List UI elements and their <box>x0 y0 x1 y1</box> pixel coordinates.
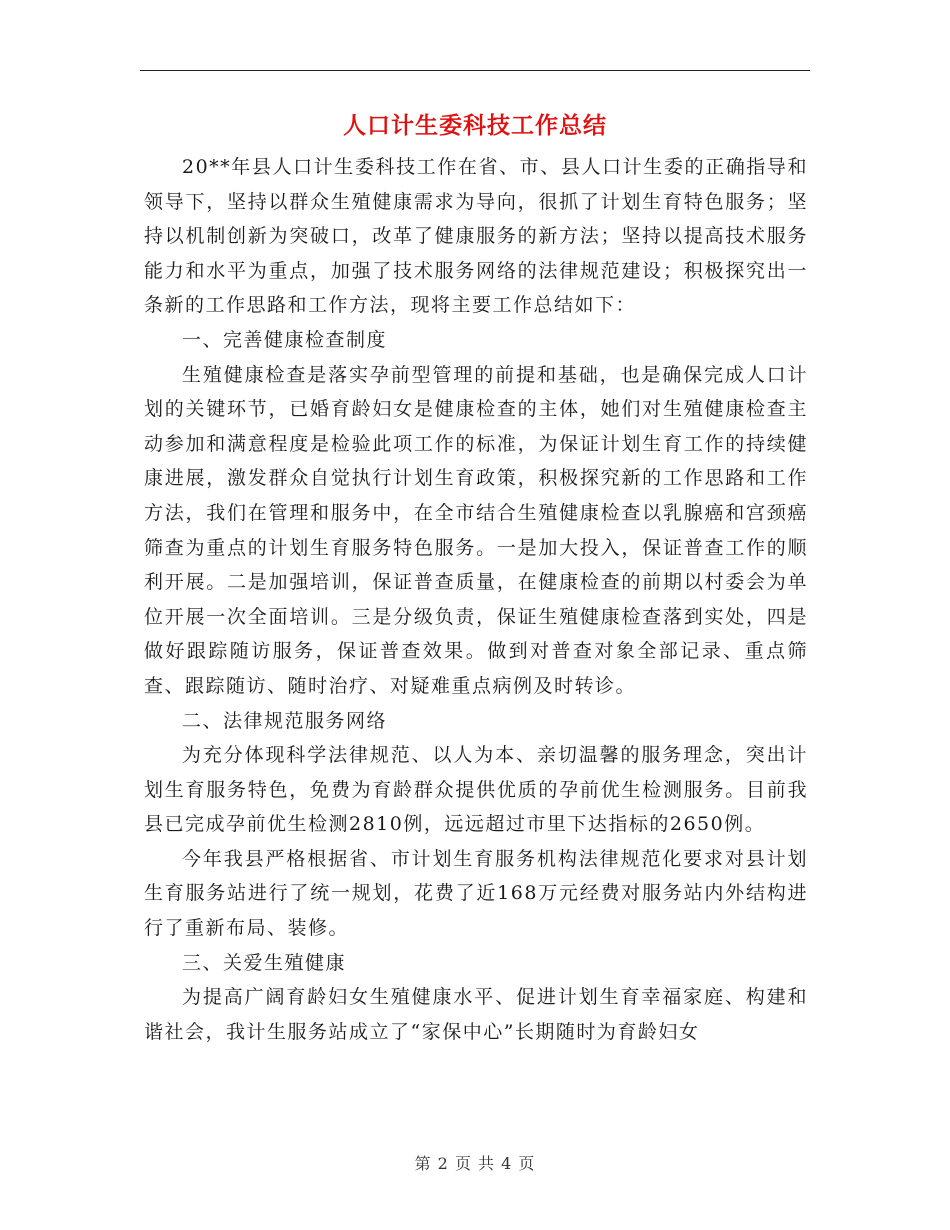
paragraph-service-network: 为充分体现科学法律规范、以人为本、亲切温馨的服务理念，突出计划生育服务特色，免费为育龄群众提供优质的孕前优生检测服务。目前我县已完成孕前优生检测2810例，远远超过市里下达指标的2650例。 <box>144 744 808 836</box>
paragraph-intro: 20**年县人口计生委科技工作在省、市、县人口计生委的正确指导和领导下，坚持以群众生殖健康需求为导向，很抓了计划生育特色服务；坚持以机制创新为突破口，改革了健康服务的新方法；坚持以提高技术服务能力和水平为重点，加强了技术服务网络的法律规范建设；积极探究出一条新的工作思路和工作方法，现将主要工作总结如下： <box>144 156 808 317</box>
paragraph-station-renovation: 今年我县严格根据省、市计划生育服务机构法律规范化要求对县计划生育服务站进行了统一规划，花费了近168万元经费对服务站内外结构进行了重新布局、装修。 <box>144 847 808 940</box>
section-heading-1: 一、完善健康检查制度 <box>182 328 388 351</box>
header-rule <box>140 70 810 71</box>
page-number-footer: 第 2 页 共 4 页 <box>414 1154 536 1173</box>
section-heading-3: 三、关爱生殖健康 <box>182 951 347 974</box>
paragraph-reproductive-health: 为提高广阔育龄妇女生殖健康水平、促进计划生育幸福家庭、构建和谐社会，我计生服务站成立了“家保中心”长期随时为育龄妇女 <box>144 986 808 1043</box>
section-heading-2: 二、法律规范服务网络 <box>182 709 388 732</box>
document-title: 人口计生委科技工作总结 <box>343 112 607 139</box>
paragraph-health-check: 生殖健康检查是落实孕前型管理的前提和基础，也是确保完成人口计划的关键环节，已婚育龄妇女是健康检查的主体，她们对生殖健康检查主动参加和满意程度是检验此项工作的标准，为保证计划生育工作的持续健康进展，激发群众自觉执行计划生育政策，积极探究新的工作思路和工作方法，我们在管理和服务中，在全市结合生殖健康检查以乳腺癌和宫颈癌筛查为重点的计划生育服务特色服务。一是加大投入，保证普查工作的顺利开展。二是加强培训，保证普查质量，在健康检查的前期以村委会为单位开展一次全面培训。三是分级负责，保证生殖健康检查落到实处，四是做好跟踪随访服务，保证普查效果。做到对普查对象全部记录、重点筛查、跟踪随访、随时治疗、对疑难重点病例及时转诊。 <box>144 363 808 697</box>
document-body <box>144 150 808 1049</box>
